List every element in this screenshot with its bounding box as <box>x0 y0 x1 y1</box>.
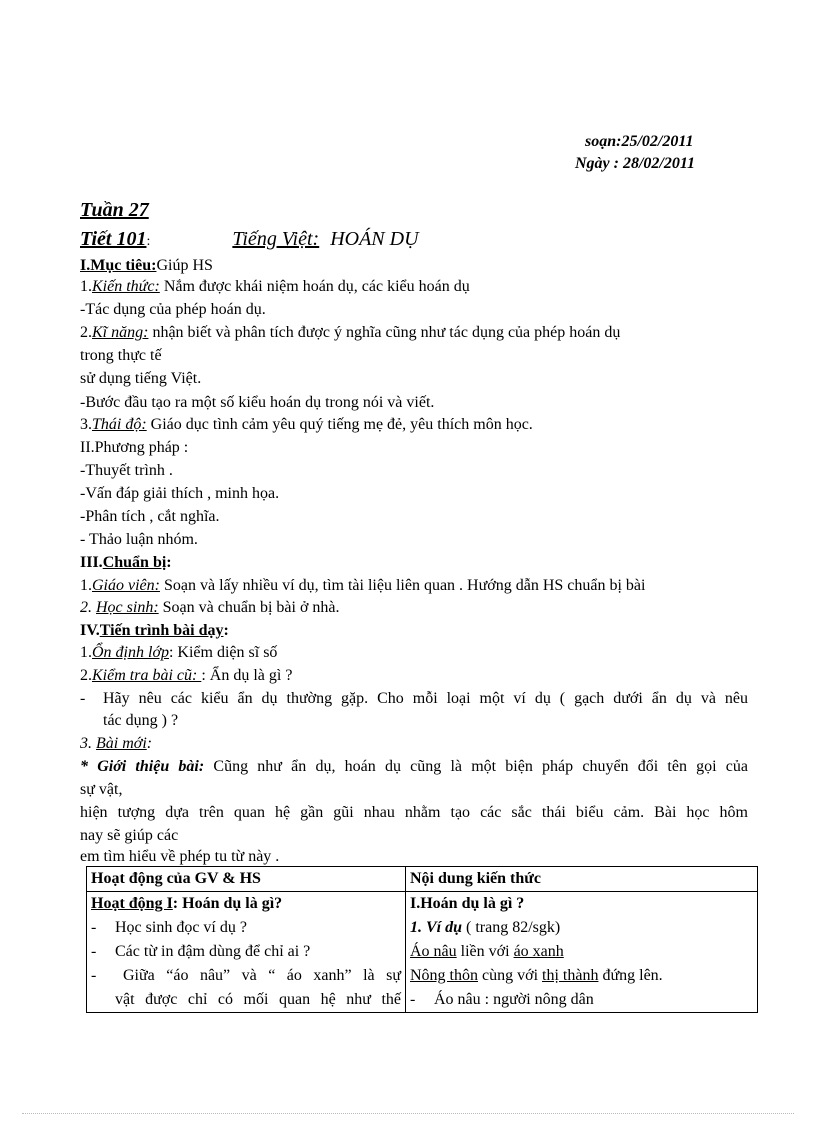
activity-cell <box>87 892 406 1013</box>
table-header-row <box>87 867 758 892</box>
knowledge-line: 1.Kiến thức: Nắm được khái niệm hoán dụ, các kiểu hoán dụ <box>80 278 470 295</box>
page-bottom-divider <box>22 1113 794 1114</box>
first-step-line: -Bước đầu tạo ra một số kiểu hoán dụ trong nói và viết. <box>80 394 435 411</box>
skill-line-cont2: sử dụng tiếng Việt. <box>80 370 202 387</box>
old-lesson-check-line: 2.Kiểm tra bài cũ: : Ẩn dụ là gì ? <box>80 667 293 684</box>
intro-line-cont: sự vật, <box>80 781 123 798</box>
class-stabilize-line: 1.Ổn định lớp: Kiểm diện sĩ số <box>80 644 278 661</box>
procedure-heading: IV.Tiến trình bài dạy: <box>80 622 229 639</box>
date-ngay: Ngày : 28/02/2011 <box>575 155 695 172</box>
example-line: Nông thôn cùng với thị thành đứng lên. <box>410 967 663 984</box>
method-item: -Thuyết trình . <box>80 462 173 479</box>
skill-line: 2.Kĩ năng: nhận biết và phân tích được ý nghĩa cũng như tác dụng của phép hoán dụ <box>80 324 621 341</box>
skill-line-cont: trong thực tế <box>80 347 162 364</box>
question-line-cont: tác dụng ) ? <box>103 712 179 729</box>
list-item-cont: vật được chỉ có mối quan hệ như thế <box>115 991 401 1008</box>
attitude-line: 3.Thái độ: Giáo dục tình cảm yêu quý tiếng mẹ đẻ, yêu thích môn học. <box>80 416 533 433</box>
example-label: 1. Ví dụ ( trang 82/sgk) <box>410 919 561 936</box>
preparation-heading: III.Chuẩn bị: <box>80 554 172 571</box>
question-dash: - <box>80 690 86 707</box>
intro-line-cont: em tìm hiểu về phép tu từ này . <box>80 848 280 865</box>
intro-line-cont: hiện tượng dựa trên quan hệ gần gũi nhau nhằm tạo các sắc thái biểu cảm. Bài học hôm <box>80 804 748 821</box>
explanation-line: - Áo nâu : người nông dân <box>410 991 594 1008</box>
method-item: - Thảo luận nhóm. <box>80 531 198 548</box>
list-item: - Các từ in đậm dùng để chỉ ai ? <box>91 943 311 960</box>
methods-heading: II.Phương pháp : <box>80 439 189 456</box>
example-line: Áo nâu liền với áo xanh <box>410 943 564 960</box>
intro-line-cont: nay sẽ giúp các <box>80 827 179 844</box>
period-label: Tiết 101 <box>80 228 147 250</box>
method-item: -Vấn đáp giải thích , minh họa. <box>80 485 280 502</box>
table-header-content: Nội dung kiến thức <box>406 867 758 892</box>
list-item: - Học sinh đọc ví dụ ? <box>91 919 247 936</box>
question-line: Hãy nêu các kiểu ẩn dụ thường gặp. Cho mỗi loại một ví dụ ( gạch dưới ẩn dụ và nêu <box>103 690 748 707</box>
table-row <box>87 892 758 1013</box>
activity-heading: Hoạt động I: Hoán dụ là gì? <box>91 895 283 912</box>
objectives-heading: I.Mục tiêu:Giúp HS <box>80 257 213 274</box>
intro-line: * Giới thiệu bài: Cũng như ẩn dụ, hoán dụ cũng là một biện pháp chuyển đổi tên gọi của <box>80 758 749 775</box>
table-header-activity: Hoạt động của GV & HS <box>87 867 406 892</box>
lesson-name: HOÁN DỤ <box>330 228 419 250</box>
activity-table <box>86 866 758 1013</box>
content-cell <box>406 892 758 1013</box>
teacher-prep-line: 1.Giáo viên: Soạn và lấy nhiều ví dụ, tìm tài liệu liên quan . Hướng dẫn HS chuẩn bị bài <box>80 577 646 594</box>
lesson-title-row: Tiết 101: Tiếng Việt: HOÁN DỤ <box>80 228 419 250</box>
list-item: - Giữa “áo nâu” và “ áo xanh” là sự <box>91 967 401 984</box>
student-prep-line: 2. Học sinh: Soạn và chuẩn bị bài ở nhà. <box>80 599 340 616</box>
content-heading: I.Hoán dụ là gì ? <box>410 895 525 912</box>
subject-label: Tiếng Việt: <box>232 228 320 250</box>
effect-line: -Tác dụng của phép hoán dụ. <box>80 301 266 318</box>
method-item: -Phân tích , cắt nghĩa. <box>80 508 220 525</box>
new-lesson-line: 3. Bài mới: <box>80 735 153 752</box>
week-label: Tuần 27 <box>80 199 149 221</box>
date-soan: soạn:25/02/2011 <box>585 133 694 150</box>
